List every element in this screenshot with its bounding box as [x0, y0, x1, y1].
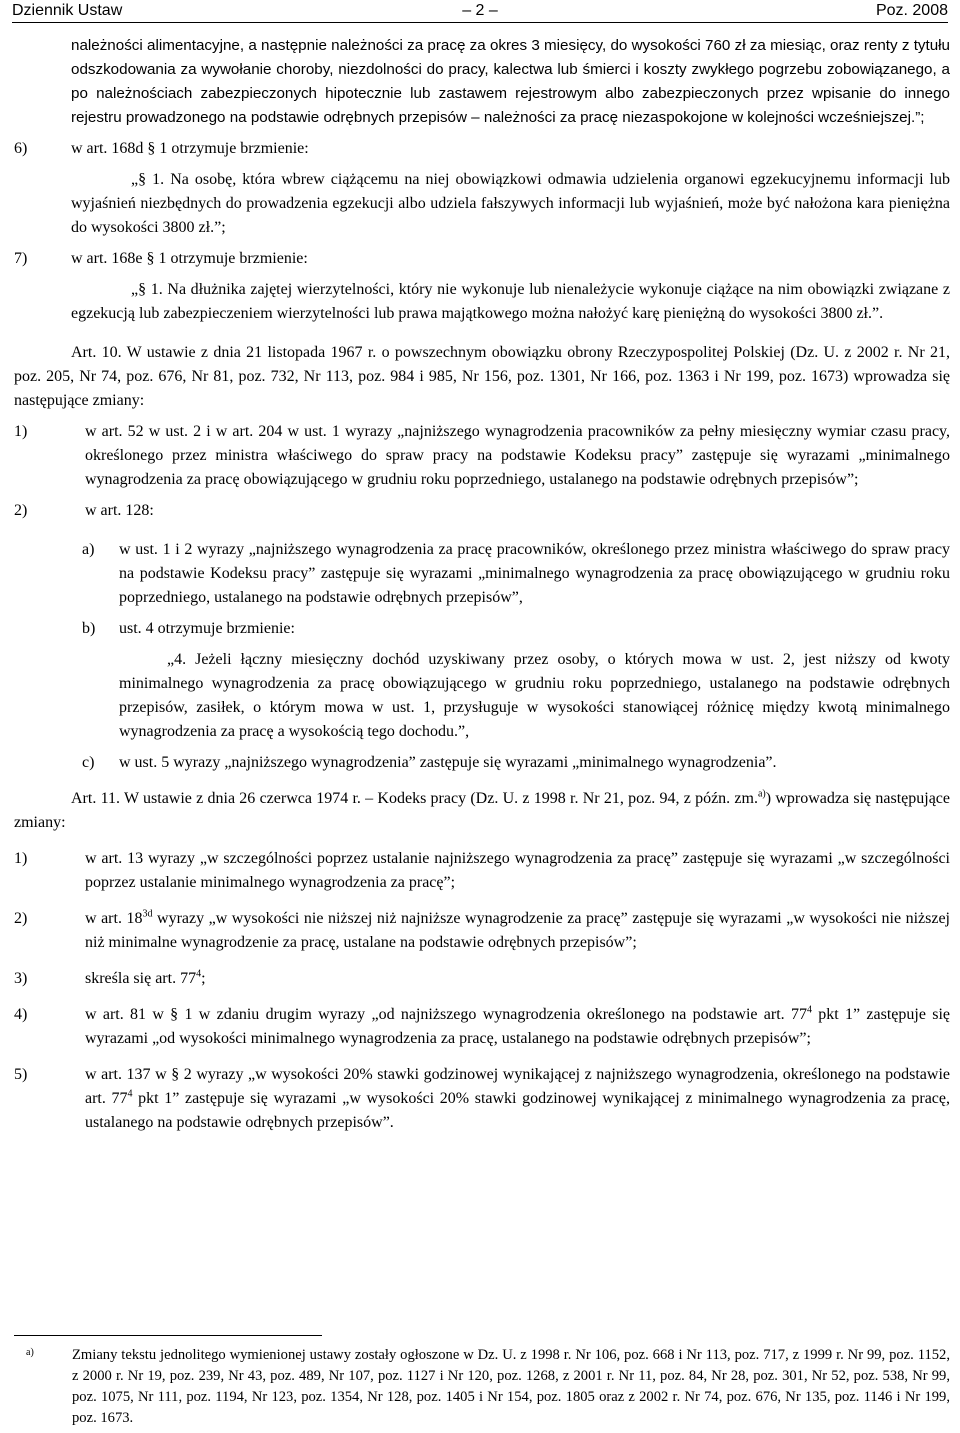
amendment-item-6	[14, 137, 950, 161]
art11-point-1	[14, 847, 950, 895]
item-number: 2)	[14, 502, 28, 519]
amendment-item-7	[14, 247, 950, 271]
article-10: Art. 10. W ustawie z dnia 21 listopada 1967 r. o powszechnym obowiązku obrony Rzeczypospolitej Polskiej (Dz. U. z 2002 r. Nr 21, poz. 205, Nr 74, poz. 676, Nr 81, poz. 732, Nr 113, poz. 984 i 985, Nr 156, poz. 1301, Nr 166, poz. 1363 i Nr 199, poz. 1673) wprowadza się następujące zmiany:	[14, 344, 950, 409]
item-number: 7)	[14, 250, 28, 267]
item-text-end: pkt 1” zastępuje się wyrazami „od wysokości minimalnego wynagrodzenia za pracę, ustalanego na podstawie odrębnych przepisów”;	[85, 1006, 951, 1047]
item-text-end: pkt 1” zastępuje się wyrazami „w wysokości 20% stawki godzinowej wynikającej z minimalnego wynagrodzenia za pracę, ustalanego na podstawie odrębnych przepisów”.	[85, 1090, 951, 1131]
superscript: 4	[127, 1088, 133, 1100]
article-11-text: Art. 11. W ustawie z dnia 26 czerwca 1974 r. – Kodeks pracy (Dz. U. z 1998 r. Nr 21, poz. 94, z późn. zm.	[71, 790, 758, 807]
item-number: 5)	[14, 1066, 28, 1083]
item-text	[85, 1063, 950, 1135]
page-number: – 2 –	[462, 2, 498, 19]
quoted-provision	[14, 278, 950, 326]
item-number: 4)	[14, 1006, 28, 1023]
quoted-provision	[14, 648, 950, 744]
item-number: 6)	[14, 140, 28, 157]
item-text-start: w art. 18	[85, 910, 143, 927]
superscript: 4	[806, 1004, 812, 1016]
footnote-reference[interactable]: a)	[757, 788, 766, 800]
quoted-text: „§ 1. Na osobę, która wbrew ciążącemu na niej obowiązkowi odmawia udzielenia organowi egzekucyjnemu informacji lub wyjaśnień niezbędnych do prowadzenia egzekucji albo udziela fałszywych informacji lub wyjaśnień, może być nałożona kara pieniężna do wysokości 3800 zł.”;	[71, 171, 950, 236]
art10-point-2	[14, 499, 950, 523]
article-11-text-end: ) wprowadza się następujące zmiany:	[14, 790, 951, 831]
superscript: 4	[196, 968, 202, 980]
item-number: 3)	[14, 970, 28, 987]
item-text: w art. 13 wyrazy „w szczególności poprzez ustalanie najniższego wynagrodzenia za pracę” zastępuje się wyrazami „w szczególności poprzez ustalanie minimalnego wynagrodzenia za pracę”;	[85, 850, 950, 891]
item-text	[85, 1003, 950, 1051]
journal-title: Dziennik Ustaw	[12, 2, 123, 19]
position-number: Poz. 2008	[875, 2, 948, 19]
art11-point-2	[14, 907, 950, 955]
art10-point-2a	[14, 538, 950, 610]
item-number: 1)	[14, 423, 28, 440]
item-letter: c)	[82, 754, 95, 771]
continued-paragraph: należności alimentacyjne, a następnie należności za pracę za okres 3 miesięcy, do wysokości 760 zł za miesiąc, oraz renty z tytułu odszkodowania za wywołanie choroby, niezdolności do pracy, kalectwa lub śmierci i koszty zwykłego pogrzebu zobowiązanego, a po należnościach zabezpieczonych hipotecznie lub zastawem rejestrowym albo zabezpieczonych przez wpisanie do innego rejestru prowadzonego na podstawie odrębnych przepisów – należności za pracę niezaspokojone w kolejności wcześniejszej.”;	[71, 37, 950, 126]
item-text: w art. 128:	[85, 502, 154, 519]
item-text: w ust. 5 wyrazy „najniższego wynagrodzenia” zastępuje się wyrazami „minimalnego wynagrodzenia”.	[119, 754, 777, 771]
item-text-start: skreśla się art. 77	[85, 970, 197, 987]
item-number: 1)	[14, 850, 28, 867]
footnote-rule	[14, 1335, 322, 1336]
footnote-text: Zmiany tekstu jednolitego wymienionej ustawy zostały ogłoszone w Dz. U. z 1998 r. Nr 106, poz. 668 i Nr 113, poz. 717, z 1999 r. Nr 99, poz. 1152, z 2000 r. Nr 19, poz. 239, Nr 43, poz. 489, Nr 107, poz. 1127 i Nr 120, poz. 1268, z 2001 r. Nr 11, poz. 84, Nr 28, poz. 301, Nr 52, poz. 538, Nr 99, poz. 1075, Nr 111, poz. 1194, Nr 123, poz. 1354, Nr 128, poz. 1405 i Nr 154, poz. 1805 oraz z 2002 r. Nr 74, poz. 676, Nr 135, poz. 1146 i Nr 199, poz. 1673.	[72, 1347, 950, 1426]
item-letter: b)	[82, 620, 96, 637]
art10-point-2c	[14, 751, 950, 775]
art11-point-5	[14, 1063, 950, 1135]
art10-point-1	[14, 420, 950, 492]
item-text-end: ;	[201, 970, 206, 987]
item-text-end: wyrazy „w wysokości nie niższej niż najniższe wynagrodzenie za pracę” zastępuje się wyrazami „w wysokości nie niższej niż minimalne wynagrodzenie za pracę, ustalane na podstawie odrębnych przepisów”;	[85, 910, 950, 951]
item-text: w art. 168d § 1 otrzymuje brzmienie:	[71, 140, 309, 157]
art11-point-3	[14, 967, 950, 991]
item-number: 2)	[14, 910, 28, 927]
footnote-mark: a)	[26, 1347, 34, 1358]
item-text: w ust. 1 i 2 wyrazy „najniższego wynagrodzenia za pracę pracowników, określonego przez ministra właściwego do spraw pracy na podstawie Kodeksu pracy” zastępuje się wyrazami „minimalnego wynagrodzenia za pracę obowiązującego w grudniu roku poprzedniego, ustalanego na podstawie odrębnych przepisów”,	[119, 541, 950, 606]
footnote	[14, 1345, 950, 1429]
item-text-start: w art. 137 w § 2 wyrazy „w wysokości 20% stawki godzinowej wynikającej z najniższego wynagrodzenia, określonego na podstawie art. 77	[85, 1066, 950, 1107]
quoted-text: „§ 1. Na dłużnika zajętej wierzytelności, który nie wykonuje lub nienależycie wykonuje ciążące na nim obowiązki związane z egzekucją lub zabezpieczeniem wierzytelności lub prawa majątkowego można nałożyć karę pieniężną do wysokości 3800 zł.”.	[71, 281, 950, 322]
document-body	[14, 34, 950, 1135]
art11-point-4	[14, 1003, 950, 1051]
item-text: w art. 168e § 1 otrzymuje brzmienie:	[71, 250, 308, 267]
superscript: 3d	[142, 908, 153, 920]
item-text	[85, 967, 950, 991]
art10-point-2b	[14, 617, 950, 641]
item-text: ust. 4 otrzymuje brzmienie:	[119, 620, 295, 637]
item-text-start: w art. 81 w § 1 w zdaniu drugim wyrazy „od najniższego wynagrodzenia określonego na podstawie art. 77	[85, 1006, 807, 1023]
header-rule	[12, 22, 948, 23]
item-letter: a)	[82, 541, 95, 558]
article-11	[14, 787, 950, 835]
quoted-provision	[14, 168, 950, 240]
item-text: w art. 52 w ust. 2 i w art. 204 w ust. 1 wyrazy „najniższego wynagrodzenia pracowników za pełny miesięczny wymiar czasu pracy, określonego przez ministra właściwego do spraw pracy na podstawie Kodeksu pracy” zastępuje się wyrazami „minimalnego wynagrodzenia za pracę obowiązującego w grudniu roku poprzedniego, ustalanego na podstawie odrębnych przepisów”;	[85, 423, 950, 488]
page-header	[12, 0, 948, 22]
item-text	[85, 907, 950, 955]
quoted-text: „4. Jeżeli łączny miesięczny dochód uzyskiwany przez osoby, o których mowa w ust. 2, jest niższy od kwoty minimalnego wynagrodzenia za pracę obowiązującego w grudniu roku poprzedniego, ustalanego na podstawie odrębnych przepisów, zasiłek, o którym mowa w ust. 1, przysługuje w wysokości stanowiącej różnicę między kwotą minimalnego wynagrodzenia za pracę a wysokością tego dochodu.”,	[119, 651, 950, 740]
